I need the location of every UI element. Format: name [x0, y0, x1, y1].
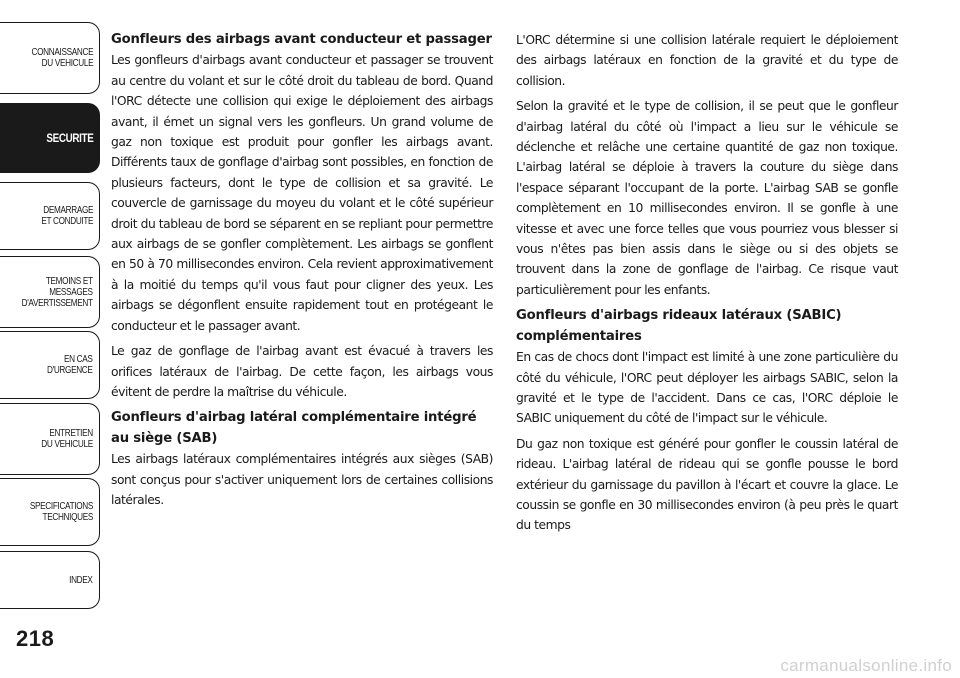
tab-label: DEMARRAGE ET CONDUITE: [41, 205, 93, 227]
section-heading: Gonfleurs d'airbags rideaux latéraux (SABIC) complémentaires: [516, 308, 842, 344]
tab-entretien-du-vehicule[interactable]: [0, 403, 100, 475]
body-paragraph: Le gaz de gonflage de l'airbag avant est évacué à travers les orifices latéraux de l'airbag. De cette façon, les airbags vous évitent de perdre la maîtrise du véhicule.: [111, 344, 493, 399]
tab-demarrage-et-conduite[interactable]: [0, 182, 100, 250]
section-heading: Gonfleurs des airbags avant conducteur et passager: [111, 32, 492, 47]
body-paragraph: Selon la gravité et le type de collision, il se peut que le gonfleur d'airbag latéral du côté où l'impact a lieu sur le véhicule se déclenche et relâche une certaine quantité de gaz non toxique. L'airbag latéral se déploie à travers la couture du siège dans l'espace séparant l'occupant de la porte. L'airbag SAB se gonfle complètement en 10 millisecondes environ. Il se gonfle à une vitesse et avec une force telles que vous pourriez vous blesser si vous n'êtes pas bien assis dans le siège ou si des objets se trouvent dans la zone de gonflage de l'airbag. Ce risque vaut particulièrement pour les enfants.: [516, 99, 898, 297]
body-paragraph: Les gonfleurs d'airbags avant conducteur et passager se trouvent au centre du volant et sur le côté droit du tableau de bord. Quand l'ORC détecte une collision qui exige le déploiement des airbags avant, il émet un signal vers les gonfleurs. Un grand volume de gaz non toxique est produit pour gonfler les airbags avant. Différents taux de gonflage d'airbag sont possibles, en fonction de plusieurs facteurs, dont le type de collision et sa gravité. Le couvercle de garnissage du moyeu du volant et le côté supérieur droit du tableau de bord se séparent en se repliant pour permettre aux airbags de se gonfler complètement. Les airbags se gonflent en 50 à 70 millisecondes environ. Cela revient approximativement à la moitié du temps qu'il vous faut pour cligner des yeux. Les airbags se dégonflent ensuite rapidement tout en protégeant le conducteur et le passager avant.: [111, 53, 493, 333]
body-paragraph: En cas de chocs dont l'impact est limité à une zone particulière du côté du véhicule, l'ORC peut déployer les airbags SABIC, selon la gravité et le type de l'accident. Dans ce cas, l'ORC déploie le SABIC uniquement du côté de l'impact sur le véhicule.: [516, 350, 898, 426]
tab-index[interactable]: [0, 551, 100, 609]
tab-specifications-techniques[interactable]: [0, 478, 100, 546]
chapter-sidebar: [0, 0, 100, 610]
body-paragraph: Du gaz non toxique est généré pour gonfler le coussin latéral de rideau. L'airbag latéral de rideau qui se gonfle pousse le bord extérieur du garnissage du pavillon à l'écart et couvre la glace. Le coussin se gonfle en 30 millisecondes environ (à peu près le quart du temps: [516, 436, 898, 533]
tab-label: INDEX: [69, 574, 93, 586]
tab-label: ENTRETIEN DU VEHICULE: [41, 428, 93, 450]
tab-label: EN CAS D'URGENCE: [47, 354, 93, 376]
body-paragraph: L'ORC détermine si une collision latérale requiert le déploiement des airbags latéraux en fonction de la gravité et du type de collision.: [516, 33, 898, 88]
tab-label: SPECIFICATIONS TECHNIQUES: [29, 501, 93, 523]
right-column: [516, 30, 898, 541]
tab-securite[interactable]: [0, 103, 100, 173]
tab-label: SECURITE: [45, 130, 93, 145]
tab-label: CONNAISSANCE DU VEHICULE: [31, 47, 93, 69]
tab-temoins-et-messages[interactable]: [0, 256, 100, 328]
tab-connaissance-du-vehicule[interactable]: [0, 22, 100, 94]
tab-en-cas-d-urgence[interactable]: [0, 331, 100, 399]
left-column: [111, 30, 493, 515]
page-number: 218: [16, 626, 55, 651]
tab-label: TEMOINS ET MESSAGES D'AVERTISSEMENT: [21, 275, 93, 309]
watermark: carmanualsonline.info: [780, 656, 952, 675]
section-heading: Gonfleurs d'airbag latéral complémentaire intégré au siège (SAB): [111, 410, 477, 446]
body-paragraph: Les airbags latéraux complémentaires intégrés aux sièges (SAB) sont conçus pour s'activer uniquement lors de certaines collisions latérales.: [111, 452, 493, 507]
